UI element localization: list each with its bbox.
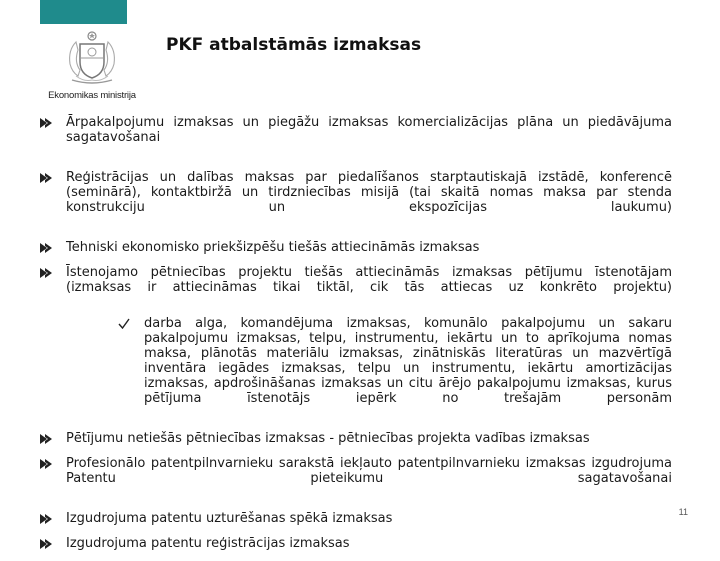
ministry-logo <box>40 30 144 108</box>
arrow-bullet-icon <box>40 539 54 549</box>
arrow-bullet-icon <box>40 268 54 278</box>
list-item <box>40 511 672 526</box>
list-item-text: Izgudrojuma patentu reģistrācijas izmaksas <box>66 536 350 551</box>
list-item-text: Reģistrācijas un dalības maksas par piedalīšanos starptautiskajā izstādē, konferencē (seminārā), kontaktbiržā un tirdzniecības misijā (tai skaitā nomas maksa par stenda konstrukciju un ekspozīcijas laukumu) <box>66 170 672 215</box>
page-number: 11 <box>678 507 688 517</box>
list-item-text: Īstenojamo pētniecības projektu tiešās attiecināmās izmaksas pētījumu īstenotājam (izmaksas ir attiecināmas tikai tiktāl, cik tās attiecas uz konkrēto projektu) <box>66 265 672 295</box>
list-item <box>40 115 672 160</box>
list-item-text: Profesionālo patentpilnvarnieku sarakstā iekļauto patentpilnvarnieku izmaksas izgudrojuma Patentu pieteikumu sagatavošanai <box>66 456 672 486</box>
list-item-text: Ārpakalpojumu izmaksas un piegāžu izmaksas komercializācijas plāna un piedāvājuma sagatavošanai <box>66 115 672 145</box>
list-item <box>40 456 672 501</box>
page-title: PKF atbalstāmās izmaksas <box>166 35 422 55</box>
list-item <box>40 431 672 446</box>
list-item-text: Pētījumu netiešās pētniecības izmaksas - pētniecības projekta vadības izmaksas <box>66 431 590 446</box>
arrow-bullet-icon <box>40 514 54 524</box>
checkmark-icon <box>118 318 130 329</box>
arrow-bullet-icon <box>40 459 54 469</box>
arrow-bullet-icon <box>40 173 54 183</box>
list-item <box>40 536 672 551</box>
header-accent-bar <box>40 0 127 24</box>
sub-list-item-text: darba alga, komandējuma izmaksas, komunālo pakalpojumu un sakaru pakalpojumu izmaksas, telpu, instrumentu, iekārtu un to aprīkojuma nomas maksa, plānotās materiālu izmaksas, zinātniskās literatūras un mazvērtīgā inventāra iegādes izmaksas, telpu un instrumentu, iekārtu amortizācijas izmaksas, apdrošināšanas izmaksas un citu ārējo pakalpojumu izmaksas, kurus pētījuma īstenotājs iepērk no trešajām personām <box>144 316 672 406</box>
list-item-text: Tehniski ekonomisko priekšizpēšu tiešās attiecināmās izmaksas <box>66 240 480 255</box>
list-item <box>40 265 672 421</box>
coat-of-arms-icon <box>62 30 122 88</box>
bullet-list <box>40 115 672 561</box>
arrow-bullet-icon <box>40 434 54 444</box>
ministry-name: Ekonomikas ministrija <box>48 90 136 101</box>
arrow-bullet-icon <box>40 118 54 128</box>
arrow-bullet-icon <box>40 243 54 253</box>
list-item <box>40 170 672 230</box>
list-item-text: Izgudrojuma patentu uzturēšanas spēkā izmaksas <box>66 511 393 526</box>
sub-list-item <box>66 316 672 421</box>
list-item <box>40 240 672 255</box>
